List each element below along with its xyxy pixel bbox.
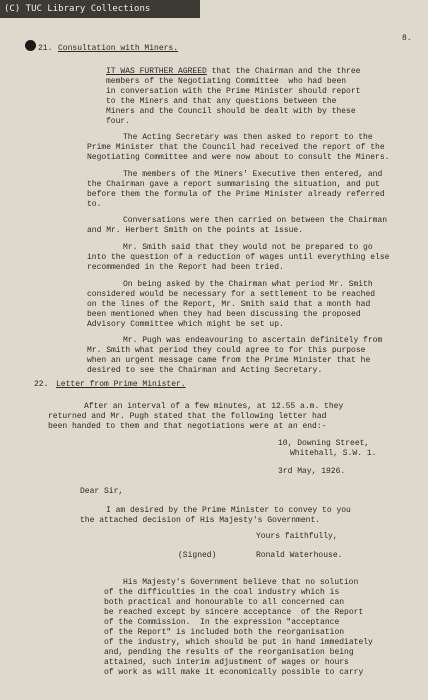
section-22-p1-line: returned and Mr. Pugh stated that the following letter had xyxy=(48,412,327,421)
section-21-p1-line: Miners and the Council should be dealt with by these xyxy=(106,107,356,116)
section-21-p3-line: before them the formula of the Prime Minister already referred xyxy=(87,190,385,199)
section-21-heading: Consultation with Miners. xyxy=(58,44,179,53)
decision-line: both practical and honourable to all concerned can xyxy=(104,598,345,607)
section-21-p5-line: into the question of a reduction of wages until everything else xyxy=(87,253,390,262)
section-22-heading: Letter from Prime Minister. xyxy=(56,380,186,389)
section-21-p2-line: Prime Minister that the Council had received the report of the xyxy=(87,143,385,152)
section-21-p6-line: Advisory Committee which might be set up. xyxy=(87,320,284,329)
page-number: 8. xyxy=(402,34,412,43)
section-21-p6-line: On being asked by the Chairman what period Mr. Smith xyxy=(123,280,373,289)
section-21-p1-line: in conversation with the Prime Minister should report xyxy=(106,87,361,96)
decision-line: of work as will make it economically possible to carry xyxy=(104,668,364,677)
section-21-p4-line: and Mr. Herbert Smith on the points at issue. xyxy=(87,226,304,235)
letter-closing: Yours faithfully, xyxy=(256,532,338,541)
decision-line: attained, such interim adjustment of wages or hours xyxy=(104,658,349,667)
section-22-p1-line: After an interval of a few minutes, at 12.55 a.m. they xyxy=(84,402,344,411)
section-21-p1-line: to the Miners and that any questions between the xyxy=(106,97,337,106)
section-21-p1-line: members of the Negotiating Committee who had been xyxy=(106,77,347,86)
section-21-p3-line: to. xyxy=(87,200,102,209)
letter-salutation: Dear Sir, xyxy=(80,487,124,496)
decision-line: of the Commission. In the expression "acceptance xyxy=(104,618,340,627)
letter-p1-line: I am desired by the Prime Minister to convey to you xyxy=(106,506,351,515)
letter-date: 3rd May, 1926. xyxy=(278,467,346,476)
section-21-p5-line: Mr. Smith said that they would not be prepared to go xyxy=(123,243,373,252)
section-21-p7-line: Mr. Pugh was endeavouring to ascertain definitely from xyxy=(123,336,383,345)
watermark: (C) TUC Library Collections xyxy=(0,0,200,18)
section-21-p7-line: Mr. Smith what period they could agree to for this purpose xyxy=(87,346,366,355)
decision-line: His Majesty's Government believe that no solution xyxy=(123,578,359,587)
section-21-p2-line: The Acting Secretary was then asked to report to the xyxy=(123,133,373,142)
letter-address-line: Whitehall, S.W. 1. xyxy=(290,449,377,458)
letter-p1-line: the attached decision of His Majesty's Government. xyxy=(80,516,321,525)
section-21-p7-line: when an urgent message came from the Prime Minister that he xyxy=(87,356,371,365)
decision-line: and, pending the results of the reorganisation being xyxy=(104,648,354,657)
section-21-number: 21. xyxy=(38,44,53,53)
section-21-p6-line: on the lines of the Report, Mr. Smith said that a month had xyxy=(87,300,371,309)
section-21-p1-line-1 xyxy=(106,67,360,77)
section-21-p6-line: been mentioned when they had been discussing the proposed xyxy=(87,310,361,319)
punch-hole xyxy=(25,40,36,51)
section-21-p2-line: Negotiating Committee and were now about to consult the Miners. xyxy=(87,153,390,162)
section-21-p5-line: recommended in the Report had been tried. xyxy=(87,263,284,272)
section-21-p1-line: four. xyxy=(106,117,131,126)
section-22-p1-line: been handed to them and that negotiations were at an end:- xyxy=(48,422,327,431)
p1-line-1-rest: that the Chairman and the three xyxy=(206,67,361,76)
section-22-number: 22. xyxy=(34,380,49,389)
decision-line: of the difficulties in the coal industry which is xyxy=(104,588,340,597)
decision-line: of the Report" is included both the reorganisation xyxy=(104,628,345,637)
section-21-p3-line: the Chairman gave a report summarising the situation, and put xyxy=(87,180,380,189)
decision-line: of the industry, which should be put in hand immediately xyxy=(104,638,373,647)
signed-label: (Signed) xyxy=(178,551,217,560)
agreement-phrase: IT WAS FURTHER AGREED xyxy=(106,67,207,76)
section-21-p3-line: The members of the Miners' Executive then entered, and xyxy=(123,170,383,179)
decision-line: be reached except by sincere acceptance of the Report xyxy=(104,608,364,617)
section-21-p7-line: desired to see the Chairman and Acting Secretary. xyxy=(87,366,323,375)
signed-name: Ronald Waterhouse. xyxy=(256,551,343,560)
letter-address-line: 10, Downing Street, xyxy=(278,439,370,448)
section-21-p6-line: considered would be necessary for a settlement to be reached xyxy=(87,290,376,299)
section-21-p4-line: Conversations were then carried on between the Chairman xyxy=(123,216,388,225)
